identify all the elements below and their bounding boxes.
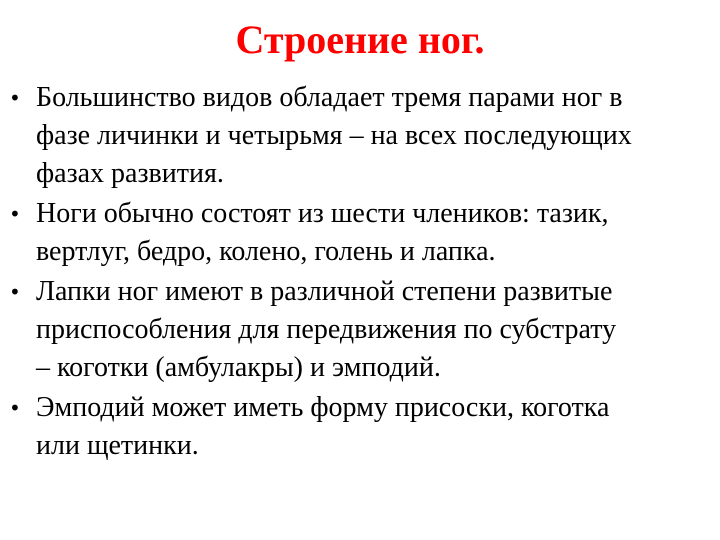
bullet-item	[0, 389, 720, 465]
bullet-icon: •	[9, 202, 21, 226]
bullet-text-line: фазе личинки и четырьмя – на всех последующих	[36, 120, 632, 151]
bullet-text-line: Лапки ног имеют в различной степени развитые	[36, 276, 613, 307]
bullet-icon: •	[9, 396, 21, 420]
bullet-text-line: фазах развития.	[36, 158, 224, 189]
bullet-text-line: приспособления для передвижения по субстрату	[36, 314, 617, 345]
bullet-text-line: Эмподий может иметь форму присоски, коготка	[36, 392, 610, 423]
bullet-text-line: Ноги обычно состоят из шести члеников: тазик,	[36, 198, 609, 229]
bullet-item	[0, 195, 720, 271]
bullet-list	[0, 79, 720, 467]
bullet-icon: •	[9, 86, 21, 110]
bullet-text-line: – коготки (амбулакры) и эмподий.	[36, 352, 441, 383]
bullet-text-line: вертлуг, бедро, колено, голень и лапка.	[36, 236, 496, 267]
bullet-text-line: или щетинки.	[36, 430, 199, 461]
bullet-item	[0, 273, 720, 387]
slide-title: Строение ног.	[235, 17, 485, 62]
bullet-icon: •	[9, 280, 21, 304]
bullet-item	[0, 79, 720, 193]
bullet-text-line: Большинство видов обладает тремя парами ног в	[36, 82, 623, 113]
